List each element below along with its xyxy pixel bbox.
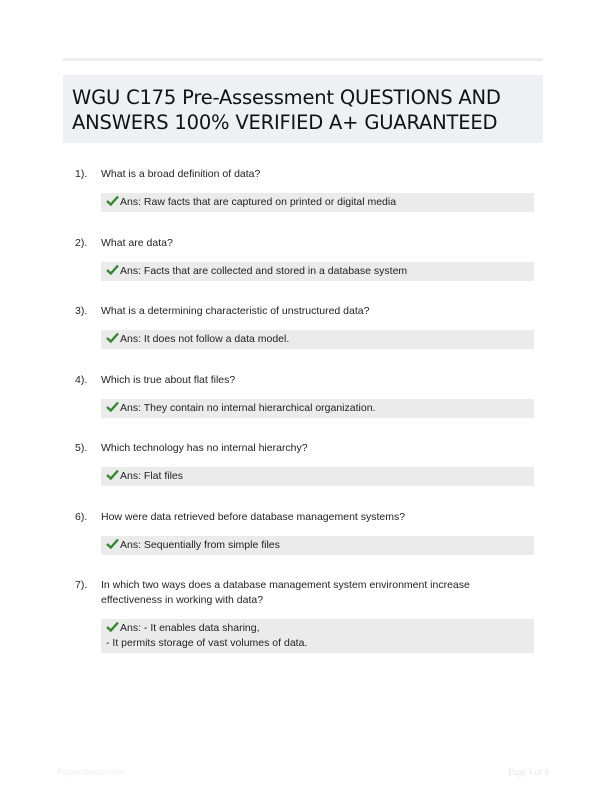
top-divider (63, 58, 543, 61)
question-text: How were data retrieved before database management systems? (101, 511, 406, 523)
check-icon (106, 538, 119, 549)
answer-text: Ans: It does not follow a data model. (120, 333, 290, 345)
question-number: 7). (75, 579, 88, 591)
question-text: Which is true about flat files? (101, 374, 236, 386)
answer-box (101, 619, 534, 653)
answer-box (101, 399, 534, 418)
question-number: 2). (75, 237, 88, 249)
answer-line: - It permits storage of vast volumes of data. (106, 637, 308, 649)
answer-text: Ans: Flat files (120, 470, 184, 482)
answer-text: Ans: Raw facts that are captured on printed or digital media (120, 196, 397, 208)
answer-line (106, 621, 529, 636)
check-icon (106, 469, 119, 480)
document-title: WGU C175 Pre-Assessment QUESTIONS AND ANSWERS 100% VERIFIED A+ GUARANTEED (72, 86, 501, 134)
question-text: What is a broad definition of data? (101, 168, 261, 180)
check-icon (106, 195, 119, 206)
answer-box (101, 330, 534, 349)
check-icon (106, 621, 119, 632)
question-text: What are data? (101, 237, 173, 249)
answer-box (101, 262, 534, 281)
question-number: 5). (75, 442, 88, 454)
answer-text: Ans: They contain no internal hierarchical organization. (120, 402, 376, 414)
question-text: What is a determining characteristic of unstructured data? (101, 305, 370, 317)
question-number: 4). (75, 374, 88, 386)
title-banner (63, 75, 543, 143)
footer-watermark: Papersbase.com (57, 767, 125, 777)
check-icon (106, 264, 119, 275)
answer-box (101, 536, 534, 555)
check-icon (106, 401, 119, 412)
question-number: 3). (75, 305, 88, 317)
answer-text: Ans: Facts that are collected and stored in a database system (120, 265, 408, 277)
answer-text: Ans: - It enables data sharing, (120, 622, 260, 634)
answer-box (101, 467, 534, 486)
answer-text: Ans: Sequentially from simple files (120, 539, 280, 551)
answer-box (101, 193, 534, 212)
question-number: 1). (75, 168, 88, 180)
page-number: Page 1 of 8 (508, 767, 549, 777)
question-text: In which two ways does a database management system environment increase effectiveness in working with data? (101, 579, 470, 606)
question-number: 6). (75, 511, 88, 523)
question-text: Which technology has no internal hierarchy? (101, 442, 308, 454)
check-icon (106, 332, 119, 343)
